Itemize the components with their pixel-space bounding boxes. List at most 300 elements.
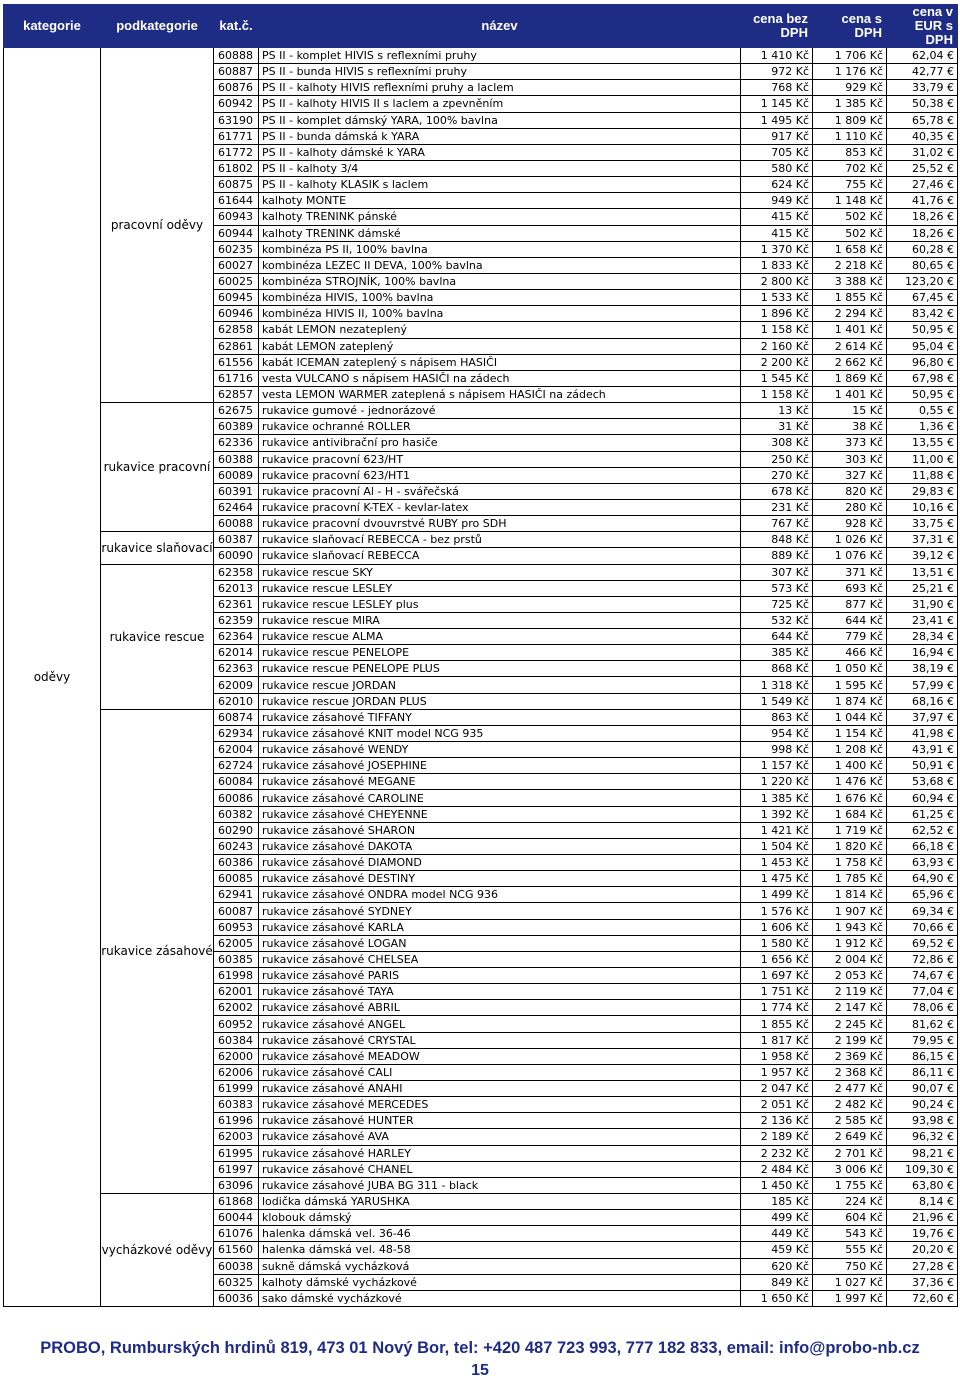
cell-cena-bez-dph: 954 Kč [741,725,813,741]
cell-cena-bez-dph: 1 499 Kč [741,887,813,903]
cell-name: rukavice zásahové CHEYENNE [259,806,741,822]
cell-code: 60086 [214,790,259,806]
cell-cena-bez-dph: 1 697 Kč [741,968,813,984]
cell-name: rukavice zásahové MEGANE [259,774,741,790]
cell-code: 60290 [214,822,259,838]
cell-cena-bez-dph: 624 Kč [741,177,813,193]
cell-code: 61556 [214,354,259,370]
cell-cena-s-dph: 1 809 Kč [813,112,887,128]
cell-cena-eur: 65,78 € [887,112,958,128]
cell-cena-s-dph: 2 662 Kč [813,354,887,370]
cell-cena-eur: 95,04 € [887,338,958,354]
cell-name: rukavice zásahové CAROLINE [259,790,741,806]
header-kategorie: kategorie [4,5,101,48]
cell-cena-eur: 90,24 € [887,1097,958,1113]
cell-name: rukavice zásahové SHARON [259,822,741,838]
cell-code: 60025 [214,273,259,289]
category-cell: oděvy [4,48,101,1307]
cell-cena-eur: 123,20 € [887,273,958,289]
table-row [4,564,958,580]
header-podkategorie: podkategorie [101,5,214,48]
table-row [4,403,958,419]
cell-cena-eur: 27,46 € [887,177,958,193]
cell-cena-s-dph: 1 912 Kč [813,935,887,951]
cell-cena-s-dph: 2 004 Kč [813,951,887,967]
cell-cena-eur: 18,26 € [887,209,958,225]
cell-code: 61716 [214,370,259,386]
cell-cena-bez-dph: 2 200 Kč [741,354,813,370]
cell-cena-bez-dph: 1 318 Kč [741,677,813,693]
cell-name: kabát ICEMAN zateplený s nápisem HASIČI [259,354,741,370]
cell-name: halenka dámská vel. 36-46 [259,1226,741,1242]
cell-cena-bez-dph: 705 Kč [741,144,813,160]
cell-cena-s-dph: 2 245 Kč [813,1016,887,1032]
cell-name: rukavice zásahové DAKOTA [259,838,741,854]
cell-name: kombinéza HIVIS II, 100% bavlna [259,306,741,322]
cell-cena-bez-dph: 1 453 Kč [741,855,813,871]
cell-cena-eur: 50,38 € [887,96,958,112]
cell-cena-eur: 16,94 € [887,645,958,661]
cell-cena-s-dph: 2 649 Kč [813,1129,887,1145]
cell-cena-s-dph: 1 785 Kč [813,871,887,887]
cell-cena-eur: 25,21 € [887,580,958,596]
cell-cena-s-dph: 1 401 Kč [813,322,887,338]
cell-code: 62013 [214,580,259,596]
cell-name: PS II - bunda dámská k YARA [259,128,741,144]
cell-cena-bez-dph: 1 549 Kč [741,693,813,709]
subcategory-cell: rukavice pracovní [101,403,214,532]
cell-cena-eur: 38,19 € [887,661,958,677]
cell-cena-eur: 23,41 € [887,612,958,628]
cell-cena-bez-dph: 449 Kč [741,1226,813,1242]
cell-cena-bez-dph: 1 958 Kč [741,1048,813,1064]
cell-cena-eur: 29,83 € [887,483,958,499]
cell-cena-bez-dph: 1 450 Kč [741,1177,813,1193]
cell-code: 60386 [214,855,259,871]
cell-cena-s-dph: 3 006 Kč [813,1161,887,1177]
cell-code: 60085 [214,871,259,887]
cell-cena-eur: 11,88 € [887,467,958,483]
cell-name: PS II - kalhoty HIVIS II s laclem a zpevněním [259,96,741,112]
cell-cena-bez-dph: 1 751 Kč [741,984,813,1000]
cell-cena-eur: 68,16 € [887,693,958,709]
cell-cena-s-dph: 1 476 Kč [813,774,887,790]
cell-code: 62004 [214,742,259,758]
cell-code: 63096 [214,1177,259,1193]
cell-name: kalhoty dámské vycházkové [259,1274,741,1290]
header-cena-s-dph: cena s DPH [813,5,887,48]
cell-code: 60384 [214,1032,259,1048]
cell-cena-s-dph: 502 Kč [813,225,887,241]
cell-cena-s-dph: 1 755 Kč [813,1177,887,1193]
header-katalog-cislo: kat.č. [214,5,259,48]
cell-cena-bez-dph: 725 Kč [741,596,813,612]
cell-cena-s-dph: 1 684 Kč [813,806,887,822]
table-row [4,48,958,64]
cell-code: 62000 [214,1048,259,1064]
cell-cena-s-dph: 779 Kč [813,629,887,645]
cell-cena-eur: 62,04 € [887,48,958,64]
cell-cena-eur: 10,16 € [887,499,958,515]
cell-cena-s-dph: 928 Kč [813,516,887,532]
cell-cena-eur: 37,31 € [887,532,958,548]
cell-code: 61995 [214,1145,259,1161]
cell-cena-s-dph: 2 199 Kč [813,1032,887,1048]
cell-cena-s-dph: 1 076 Kč [813,548,887,564]
table-row [4,1193,958,1209]
cell-code: 62358 [214,564,259,580]
cell-cena-bez-dph: 1 504 Kč [741,838,813,854]
cell-cena-s-dph: 2 119 Kč [813,984,887,1000]
cell-cena-eur: 25,52 € [887,160,958,176]
cell-name: rukavice rescue ALMA [259,629,741,645]
cell-name: kalhoty TRENINK dámské [259,225,741,241]
cell-name: rukavice zásahové CALI [259,1064,741,1080]
cell-cena-eur: 72,86 € [887,951,958,967]
cell-name: rukavice slaňovací REBECCA [259,548,741,564]
cell-cena-eur: 18,26 € [887,225,958,241]
cell-cena-bez-dph: 415 Kč [741,225,813,241]
cell-cena-eur: 70,66 € [887,919,958,935]
cell-cena-bez-dph: 1 370 Kč [741,241,813,257]
cell-code: 62363 [214,661,259,677]
cell-name: rukavice rescue LESLEY [259,580,741,596]
cell-code: 62001 [214,984,259,1000]
cell-code: 60888 [214,48,259,64]
cell-name: rukavice zásahové AVA [259,1129,741,1145]
cell-cena-bez-dph: 848 Kč [741,532,813,548]
cell-code: 61772 [214,144,259,160]
cell-code: 62464 [214,499,259,515]
cell-code: 60946 [214,306,259,322]
cell-cena-s-dph: 1 814 Kč [813,887,887,903]
cell-cena-eur: 90,07 € [887,1081,958,1097]
cell-name: rukavice zásahové KARLA [259,919,741,935]
cell-name: rukavice rescue LESLEY plus [259,596,741,612]
cell-name: rukavice pracovní K-TEX - kevlar-latex [259,499,741,515]
cell-cena-bez-dph: 889 Kč [741,548,813,564]
cell-name: rukavice zásahové WENDY [259,742,741,758]
cell-name: kalhoty TRENINK pánské [259,209,741,225]
cell-code: 60090 [214,548,259,564]
cell-code: 62861 [214,338,259,354]
cell-cena-bez-dph: 1 855 Kč [741,1016,813,1032]
cell-name: rukavice zásahové ABRIL [259,1000,741,1016]
cell-cena-eur: 41,76 € [887,193,958,209]
cell-cena-eur: 13,51 € [887,564,958,580]
cell-code: 60887 [214,64,259,80]
subcategory-cell: rukavice rescue [101,564,214,709]
cell-name: rukavice zásahové ANAHI [259,1081,741,1097]
cell-cena-eur: 67,45 € [887,290,958,306]
cell-cena-s-dph: 853 Kč [813,144,887,160]
cell-code: 62009 [214,677,259,693]
cell-cena-bez-dph: 1 421 Kč [741,822,813,838]
cell-cena-bez-dph: 2 047 Kč [741,1081,813,1097]
cell-code: 60875 [214,177,259,193]
cell-cena-s-dph: 1 401 Kč [813,386,887,402]
cell-cena-bez-dph: 459 Kč [741,1242,813,1258]
cell-cena-bez-dph: 1 385 Kč [741,790,813,806]
cell-cena-s-dph: 2 482 Kč [813,1097,887,1113]
cell-cena-bez-dph: 1 410 Kč [741,48,813,64]
cell-code: 60087 [214,903,259,919]
cell-name: vesta LEMON WARMER zateplená s nápisem HASIČI na zádech [259,386,741,402]
table-header-row [4,5,958,48]
cell-cena-bez-dph: 1 220 Kč [741,774,813,790]
cell-cena-s-dph: 1 026 Kč [813,532,887,548]
cell-name: rukavice gumové - jednorázové [259,403,741,419]
cell-cena-s-dph: 2 218 Kč [813,257,887,273]
cell-name: rukavice rescue JORDAN PLUS [259,693,741,709]
cell-cena-bez-dph: 863 Kč [741,709,813,725]
cell-cena-eur: 69,52 € [887,935,958,951]
cell-cena-s-dph: 1 706 Kč [813,48,887,64]
cell-code: 61076 [214,1226,259,1242]
cell-cena-eur: 1,36 € [887,419,958,435]
cell-code: 62010 [214,693,259,709]
cell-cena-bez-dph: 250 Kč [741,451,813,467]
cell-cena-eur: 31,02 € [887,144,958,160]
cell-cena-bez-dph: 580 Kč [741,160,813,176]
cell-cena-s-dph: 820 Kč [813,483,887,499]
cell-cena-s-dph: 327 Kč [813,467,887,483]
cell-cena-eur: 21,96 € [887,1210,958,1226]
cell-cena-eur: 74,67 € [887,968,958,984]
cell-name: rukavice zásahové DIAMOND [259,855,741,871]
cell-cena-eur: 0,55 € [887,403,958,419]
cell-code: 62364 [214,629,259,645]
cell-cena-s-dph: 3 388 Kč [813,273,887,289]
cell-code: 62005 [214,935,259,951]
cell-code: 60387 [214,532,259,548]
cell-cena-bez-dph: 917 Kč [741,128,813,144]
cell-name: vesta VULCANO s nápisem HASIČI na zádech [259,370,741,386]
cell-name: rukavice zásahové HARLEY [259,1145,741,1161]
cell-code: 61868 [214,1193,259,1209]
cell-cena-s-dph: 1 050 Kč [813,661,887,677]
cell-cena-eur: 64,90 € [887,871,958,887]
cell-cena-bez-dph: 1 817 Kč [741,1032,813,1048]
cell-cena-bez-dph: 849 Kč [741,1274,813,1290]
cell-code: 60952 [214,1016,259,1032]
cell-name: rukavice zásahové MEADOW [259,1048,741,1064]
cell-name: rukavice zásahové TIFFANY [259,709,741,725]
cell-cena-bez-dph: 1 495 Kč [741,112,813,128]
cell-code: 60044 [214,1210,259,1226]
cell-name: sukně dámská vycházková [259,1258,741,1274]
cell-cena-eur: 42,77 € [887,64,958,80]
cell-name: rukavice rescue SKY [259,564,741,580]
cell-name: rukavice zásahové LOGAN [259,935,741,951]
cell-cena-eur: 63,93 € [887,855,958,871]
cell-cena-bez-dph: 385 Kč [741,645,813,661]
cell-cena-bez-dph: 2 051 Kč [741,1097,813,1113]
cell-code: 60874 [214,709,259,725]
cell-cena-s-dph: 1 907 Kč [813,903,887,919]
cell-cena-eur: 63,80 € [887,1177,958,1193]
cell-cena-bez-dph: 644 Kč [741,629,813,645]
cell-name: rukavice rescue JORDAN [259,677,741,693]
cell-cena-eur: 96,32 € [887,1129,958,1145]
cell-name: rukavice rescue PENELOPE PLUS [259,661,741,677]
cell-code: 60389 [214,419,259,435]
cell-cena-eur: 86,11 € [887,1064,958,1080]
cell-cena-bez-dph: 1 576 Kč [741,903,813,919]
cell-cena-s-dph: 555 Kč [813,1242,887,1258]
cell-cena-s-dph: 1 874 Kč [813,693,887,709]
cell-cena-bez-dph: 185 Kč [741,1193,813,1209]
cell-cena-eur: 86,15 € [887,1048,958,1064]
cell-cena-s-dph: 1 719 Kč [813,822,887,838]
cell-name: kabát LEMON zateplený [259,338,741,354]
cell-cena-s-dph: 303 Kč [813,451,887,467]
cell-code: 60027 [214,257,259,273]
cell-name: rukavice zásahové ANGEL [259,1016,741,1032]
cell-cena-s-dph: 38 Kč [813,419,887,435]
cell-cena-s-dph: 1 820 Kč [813,838,887,854]
cell-cena-bez-dph: 307 Kč [741,564,813,580]
cell-name: rukavice zásahové PARIS [259,968,741,984]
cell-code: 62675 [214,403,259,419]
cell-code: 60944 [214,225,259,241]
cell-cena-bez-dph: 1 833 Kč [741,257,813,273]
cell-code: 62361 [214,596,259,612]
cell-cena-s-dph: 1 400 Kč [813,758,887,774]
cell-cena-eur: 69,34 € [887,903,958,919]
cell-code: 60235 [214,241,259,257]
cell-cena-s-dph: 1 595 Kč [813,677,887,693]
footer-contact: PROBO, Rumburských hrdinů 819, 473 01 Nový Bor, tel: +420 487 723 993, 777 182 833, email: info@probo-nb.cz [40,1339,920,1357]
cell-cena-s-dph: 1 208 Kč [813,742,887,758]
cell-code: 62336 [214,435,259,451]
cell-cena-eur: 28,34 € [887,629,958,645]
cell-cena-eur: 43,91 € [887,742,958,758]
cell-cena-eur: 53,68 € [887,774,958,790]
cell-cena-eur: 37,97 € [887,709,958,725]
cell-code: 60942 [214,96,259,112]
cell-cena-bez-dph: 949 Kč [741,193,813,209]
cell-name: kombinéza HIVIS, 100% bavlna [259,290,741,306]
cell-cena-bez-dph: 1 580 Kč [741,935,813,951]
cell-cena-s-dph: 1 676 Kč [813,790,887,806]
cell-cena-eur: 50,95 € [887,386,958,402]
cell-cena-s-dph: 543 Kč [813,1226,887,1242]
cell-cena-s-dph: 1 855 Kč [813,290,887,306]
cell-cena-bez-dph: 308 Kč [741,435,813,451]
cell-cena-bez-dph: 1 158 Kč [741,386,813,402]
cell-name: rukavice zásahové JOSEPHINE [259,758,741,774]
cell-name: rukavice zásahové HUNTER [259,1113,741,1129]
header-nazev: název [259,5,741,48]
cell-cena-eur: 96,80 € [887,354,958,370]
cell-code: 60388 [214,451,259,467]
cell-cena-s-dph: 1 148 Kč [813,193,887,209]
cell-cena-bez-dph: 2 160 Kč [741,338,813,354]
cell-cena-eur: 41,98 € [887,725,958,741]
price-table [3,4,958,1307]
cell-cena-eur: 19,76 € [887,1226,958,1242]
cell-cena-eur: 39,12 € [887,548,958,564]
cell-cena-s-dph: 750 Kč [813,1258,887,1274]
cell-code: 60088 [214,516,259,532]
cell-cena-bez-dph: 1 774 Kč [741,1000,813,1016]
cell-cena-bez-dph: 1 656 Kč [741,951,813,967]
cell-code: 60383 [214,1097,259,1113]
cell-name: kalhoty MONTE [259,193,741,209]
cell-cena-eur: 57,99 € [887,677,958,693]
cell-name: rukavice rescue PENELOPE [259,645,741,661]
cell-code: 62002 [214,1000,259,1016]
cell-name: kombinéza PS II, 100% bavlna [259,241,741,257]
cell-code: 61560 [214,1242,259,1258]
cell-cena-eur: 67,98 € [887,370,958,386]
cell-cena-bez-dph: 573 Kč [741,580,813,596]
cell-cena-eur: 50,91 € [887,758,958,774]
cell-name: rukavice pracovní 623/HT1 [259,467,741,483]
cell-cena-s-dph: 2 585 Kč [813,1113,887,1129]
cell-name: rukavice zásahové KNIT model NCG 935 [259,725,741,741]
cell-name: rukavice antivibrační pro hasiče [259,435,741,451]
cell-name: rukavice zásahové ONDRA model NCG 936 [259,887,741,903]
cell-cena-bez-dph: 2 189 Kč [741,1129,813,1145]
cell-name: kombinéza LEZEC II DEVA, 100% bavlna [259,257,741,273]
cell-code: 60876 [214,80,259,96]
cell-cena-eur: 109,30 € [887,1161,958,1177]
cell-cena-bez-dph: 270 Kč [741,467,813,483]
cell-code: 62003 [214,1129,259,1145]
cell-code: 60385 [214,951,259,967]
cell-cena-eur: 61,25 € [887,806,958,822]
cell-name: rukavice zásahové JUBA BG 311 - black [259,1177,741,1193]
cell-cena-eur: 33,75 € [887,516,958,532]
cell-cena-s-dph: 1 658 Kč [813,241,887,257]
cell-cena-s-dph: 1 943 Kč [813,919,887,935]
cell-cena-s-dph: 2 614 Kč [813,338,887,354]
cell-name: PS II - kalhoty HIVIS reflexními pruhy a laclem [259,80,741,96]
cell-name: PS II - kalhoty dámské k YARA [259,144,741,160]
cell-cena-bez-dph: 620 Kč [741,1258,813,1274]
cell-cena-bez-dph: 1 475 Kč [741,871,813,887]
cell-cena-s-dph: 371 Kč [813,564,887,580]
cell-code: 60089 [214,467,259,483]
cell-cena-eur: 66,18 € [887,838,958,854]
cell-cena-bez-dph: 2 136 Kč [741,1113,813,1129]
cell-cena-s-dph: 1 176 Kč [813,64,887,80]
cell-cena-s-dph: 877 Kč [813,596,887,612]
cell-cena-eur: 81,62 € [887,1016,958,1032]
cell-cena-bez-dph: 678 Kč [741,483,813,499]
subcategory-cell: rukavice zásahové [101,709,214,1193]
cell-name: rukavice ochranné ROLLER [259,419,741,435]
cell-cena-bez-dph: 1 545 Kč [741,370,813,386]
cell-cena-bez-dph: 532 Kč [741,612,813,628]
cell-cena-bez-dph: 1 606 Kč [741,919,813,935]
cell-cena-s-dph: 1 044 Kč [813,709,887,725]
cell-cena-bez-dph: 13 Kč [741,403,813,419]
cell-cena-s-dph: 755 Kč [813,177,887,193]
subcategory-cell: rukavice slaňovací [101,532,214,564]
cell-code: 60243 [214,838,259,854]
cell-code: 61802 [214,160,259,176]
cell-cena-bez-dph: 415 Kč [741,209,813,225]
cell-cena-bez-dph: 1 157 Kč [741,758,813,774]
cell-cena-eur: 65,96 € [887,887,958,903]
header-cena-bez-dph: cena bez DPH [741,5,813,48]
cell-cena-eur: 79,95 € [887,1032,958,1048]
cell-cena-bez-dph: 1 896 Kč [741,306,813,322]
cell-cena-s-dph: 604 Kč [813,1210,887,1226]
